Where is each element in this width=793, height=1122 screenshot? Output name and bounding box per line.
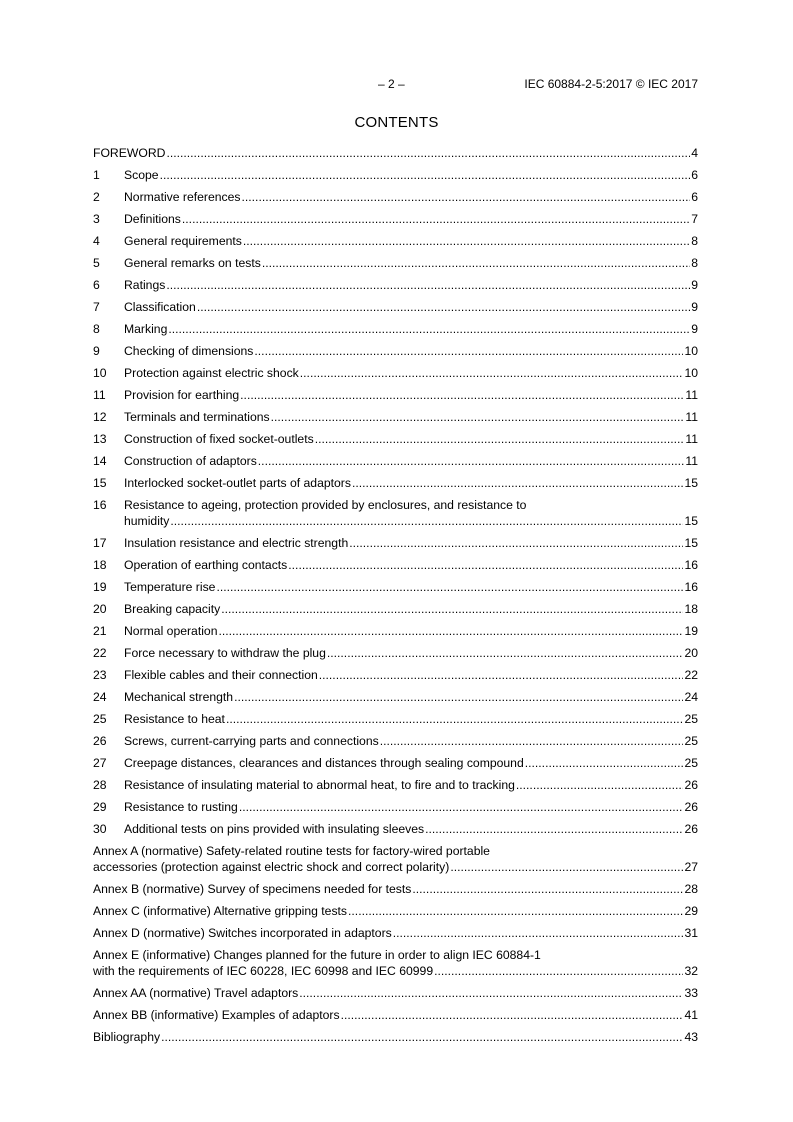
toc-entry-page: 11 [685, 432, 698, 446]
toc-entry-number: 2 [93, 190, 100, 204]
toc-entry[interactable] [93, 799, 698, 815]
toc-entry[interactable] [93, 645, 698, 661]
toc-entry-number: 14 [93, 454, 107, 468]
toc-entry-title: Scope [124, 168, 159, 182]
table-of-contents [93, 145, 698, 1051]
toc-entry-title: Marking [124, 322, 168, 336]
toc-entry-number: 11 [93, 388, 106, 402]
toc-entry[interactable] [93, 777, 698, 793]
toc-entry-title: Mechanical strength [124, 690, 234, 704]
toc-entry-title: Construction of fixed socket-outlets [124, 432, 314, 446]
toc-entry-title: Screws, current-carrying parts and connections [124, 734, 379, 748]
toc-entry-page: 18 [684, 602, 698, 616]
toc-entry-page: 9 [691, 278, 698, 292]
toc-entry[interactable] [93, 881, 698, 897]
toc-entry-page: 31 [684, 926, 698, 940]
dot-leader [341, 1007, 684, 1023]
toc-entry[interactable] [93, 579, 698, 595]
toc-entry-page: 6 [691, 168, 698, 182]
dot-leader [352, 475, 683, 491]
toc-entry-number: 1 [93, 168, 100, 182]
dot-leader [216, 579, 683, 595]
toc-entry-page: 25 [684, 712, 698, 726]
toc-entry-page: 29 [684, 904, 698, 918]
toc-entry-number: 23 [93, 668, 107, 682]
toc-entry-number: 7 [93, 300, 100, 314]
toc-entry[interactable] [93, 925, 698, 941]
toc-entry[interactable] [93, 985, 698, 1001]
toc-entry-number: 5 [93, 256, 100, 270]
toc-entry-number: 16 [93, 498, 107, 512]
dot-leader [288, 557, 683, 573]
toc-entry-page: 6 [691, 190, 698, 204]
dot-leader [168, 321, 690, 337]
toc-entry-number: 3 [93, 212, 100, 226]
dot-leader [450, 859, 683, 875]
toc-entry-title: Annex B (normative) Survey of specimens needed for tests [93, 882, 412, 896]
toc-entry-page: 9 [691, 300, 698, 314]
toc-entry[interactable] [93, 365, 698, 381]
dot-leader [319, 667, 684, 683]
toc-entry-title: General requirements [124, 234, 242, 248]
toc-entry-title: Construction of adaptors [124, 454, 257, 468]
toc-entry-title: Provision for earthing [124, 388, 240, 402]
toc-entry-title-continued: accessories (protection against electric shock and correct polarity) [93, 860, 450, 874]
toc-entry-page: 24 [684, 690, 698, 704]
dot-leader [239, 799, 684, 815]
dot-leader [197, 299, 690, 315]
toc-entry-number: 6 [93, 278, 100, 292]
toc-entry-title: Annex A (normative) Safety-related routine tests for factory-wired portable [93, 844, 490, 858]
toc-entry-title: General remarks on tests [124, 256, 261, 270]
toc-entry[interactable] [93, 755, 698, 771]
toc-entry-page: 41 [684, 1008, 698, 1022]
toc-entry[interactable] [93, 255, 698, 271]
dot-leader [525, 755, 684, 771]
toc-entry-number: 27 [93, 756, 107, 770]
toc-entry-page: 15 [684, 476, 698, 490]
toc-entry-number: 25 [93, 712, 107, 726]
page-header [93, 77, 698, 93]
dot-leader [258, 453, 685, 469]
toc-entry-number: 17 [93, 536, 107, 550]
toc-entry-title: Creepage distances, clearances and distances through sealing compound [124, 756, 524, 770]
dot-leader [327, 645, 684, 661]
toc-entry-number: 10 [93, 366, 107, 380]
toc-entry[interactable] [93, 623, 698, 639]
toc-entry-number: 22 [93, 646, 107, 660]
toc-entry-number: 29 [93, 800, 107, 814]
toc-entry-page: 32 [684, 964, 698, 978]
toc-entry-page: 25 [684, 734, 698, 748]
toc-entry-number: 24 [93, 690, 107, 704]
toc-entry[interactable] [93, 343, 698, 359]
toc-entry-title: Normative references [124, 190, 241, 204]
toc-entry-title: FOREWORD [93, 146, 166, 160]
toc-entry[interactable] [93, 711, 698, 727]
toc-entry-number: 15 [93, 476, 107, 490]
toc-entry[interactable] [93, 189, 698, 205]
toc-entry-page: 25 [684, 756, 698, 770]
toc-entry-number: 12 [93, 410, 107, 424]
toc-entry[interactable] [93, 1029, 698, 1045]
toc-entry[interactable] [93, 299, 698, 315]
document-reference: IEC 60884-2-5:2017 © IEC 2017 [524, 77, 698, 91]
toc-entry-title: Terminals and terminations [124, 410, 270, 424]
toc-entry-page: 26 [684, 822, 698, 836]
toc-entry-title: Annex D (normative) Switches incorporated in adaptors [93, 926, 392, 940]
toc-entry-title: Definitions [124, 212, 181, 226]
toc-entry-number: 13 [93, 432, 107, 446]
dot-leader [380, 733, 684, 749]
toc-entry-title: Force necessary to withdraw the plug [124, 646, 326, 660]
toc-entry-number: 28 [93, 778, 107, 792]
toc-entry-page: 11 [685, 388, 698, 402]
toc-entry[interactable] [93, 535, 698, 551]
toc-entry[interactable] [93, 821, 698, 837]
toc-entry-page: 15 [684, 536, 698, 550]
toc-entry-title: Temperature rise [124, 580, 216, 594]
dot-leader [166, 277, 690, 293]
toc-entry-page: 19 [684, 624, 698, 638]
toc-entry-title: Annex C (informative) Alternative gripping tests [93, 904, 348, 918]
dot-leader [221, 601, 683, 617]
toc-entry-page: 11 [685, 454, 698, 468]
toc-entry[interactable] [93, 387, 698, 403]
toc-entry-page: 10 [684, 366, 698, 380]
toc-entry-title: Annex E (informative) Changes planned for the future in order to align IEC 60884-1 [93, 948, 541, 962]
dot-leader [160, 167, 691, 183]
toc-entry-page: 43 [684, 1030, 698, 1044]
toc-entry[interactable] [93, 601, 698, 617]
page-number: – 2 – [378, 77, 405, 91]
toc-entry-title: Protection against electric shock [124, 366, 299, 380]
toc-entry-title: Breaking capacity [124, 602, 221, 616]
toc-entry-number: 19 [93, 580, 107, 594]
toc-entry-page: 9 [691, 322, 698, 336]
dot-leader [161, 1029, 683, 1045]
toc-entry-page: 16 [684, 558, 698, 572]
toc-entry-title: Resistance to ageing, protection provided by enclosures, and resistance to [124, 498, 527, 512]
toc-entry-number: 4 [93, 234, 100, 248]
dot-leader [254, 343, 683, 359]
toc-entry-number: 9 [93, 344, 100, 358]
dot-leader [166, 145, 690, 161]
toc-entry-page: 26 [684, 778, 698, 792]
dot-leader [240, 387, 684, 403]
toc-entry[interactable] [93, 145, 698, 161]
dot-leader [315, 431, 685, 447]
toc-entry-number: 26 [93, 734, 107, 748]
dot-leader [425, 821, 683, 837]
toc-entry-title: Annex BB (informative) Examples of adaptors [93, 1008, 340, 1022]
toc-entry[interactable] [93, 211, 698, 227]
toc-entry[interactable] [93, 409, 698, 425]
dot-leader [243, 233, 690, 249]
toc-entry-title-continued: humidity [124, 514, 170, 528]
dot-leader [393, 925, 684, 941]
toc-entry-page: 8 [691, 234, 698, 248]
toc-entry[interactable] [93, 1007, 698, 1023]
toc-entry-page: 10 [684, 344, 698, 358]
toc-entry[interactable] [93, 167, 698, 183]
toc-entry[interactable] [93, 321, 698, 337]
dot-leader [516, 777, 684, 793]
toc-entry[interactable] [93, 497, 698, 529]
dot-leader [299, 985, 683, 1001]
toc-entry-number: 8 [93, 322, 100, 336]
toc-entry-title: Bibliography [93, 1030, 161, 1044]
dot-leader [434, 963, 683, 979]
toc-entry[interactable] [93, 667, 698, 683]
toc-entry[interactable] [93, 733, 698, 749]
dot-leader [226, 711, 683, 727]
toc-entry-page: 7 [691, 212, 698, 226]
toc-entry[interactable] [93, 233, 698, 249]
dot-leader [170, 513, 683, 529]
toc-entry[interactable] [93, 277, 698, 293]
toc-entry-page: 28 [684, 882, 698, 896]
toc-entry[interactable] [93, 453, 698, 469]
toc-entry-title: Operation of earthing contacts [124, 558, 288, 572]
toc-entry-page: 4 [691, 146, 698, 160]
toc-entry-page: 20 [684, 646, 698, 660]
toc-entry-title: Interlocked socket-outlet parts of adaptors [124, 476, 351, 490]
toc-entry-title: Resistance to rusting [124, 800, 238, 814]
toc-entry-number: 20 [93, 602, 107, 616]
toc-entry[interactable] [93, 903, 698, 919]
dot-leader [300, 365, 684, 381]
dot-leader [182, 211, 690, 227]
toc-entry[interactable] [93, 475, 698, 491]
toc-entry-title: Annex AA (normative) Travel adaptors [93, 986, 299, 1000]
toc-entry-title: Resistance to heat [124, 712, 225, 726]
dot-leader [234, 689, 683, 705]
toc-entry[interactable] [93, 557, 698, 573]
toc-entry-page: 22 [684, 668, 698, 682]
toc-entry-title: Additional tests on pins provided with insulating sleeves [124, 822, 425, 836]
toc-entry-number: 30 [93, 822, 107, 836]
toc-entry-page: 16 [684, 580, 698, 594]
toc-entry-title: Classification [124, 300, 196, 314]
dot-leader [348, 903, 683, 919]
toc-entry-title: Normal operation [124, 624, 218, 638]
dot-leader [218, 623, 683, 639]
toc-entry[interactable] [93, 431, 698, 447]
toc-entry-title: Insulation resistance and electric strength [124, 536, 349, 550]
toc-entry-number: 21 [93, 624, 107, 638]
toc-entry-page: 26 [684, 800, 698, 814]
toc-entry-page: 8 [691, 256, 698, 270]
dot-leader [242, 189, 691, 205]
dot-leader [262, 255, 690, 271]
dot-leader [412, 881, 683, 897]
toc-entry-title: Resistance of insulating material to abnormal heat, to fire and to tracking [124, 778, 515, 792]
toc-entry[interactable] [93, 843, 698, 875]
toc-entry-title: Ratings [124, 278, 166, 292]
toc-entry-title: Checking of dimensions [124, 344, 254, 358]
toc-entry[interactable] [93, 689, 698, 705]
toc-entry[interactable] [93, 947, 698, 979]
contents-title: CONTENTS [354, 114, 439, 131]
toc-entry-page: 33 [684, 986, 698, 1000]
toc-entry-number: 18 [93, 558, 107, 572]
toc-entry-title-continued: with the requirements of IEC 60228, IEC 60998 and IEC 60999 [93, 964, 434, 978]
toc-entry-page: 11 [685, 410, 698, 424]
toc-entry-page: 15 [684, 514, 698, 528]
dot-leader [349, 535, 683, 551]
toc-entry-page: 27 [684, 860, 698, 874]
toc-entry-title: Flexible cables and their connection [124, 668, 318, 682]
dot-leader [271, 409, 685, 425]
